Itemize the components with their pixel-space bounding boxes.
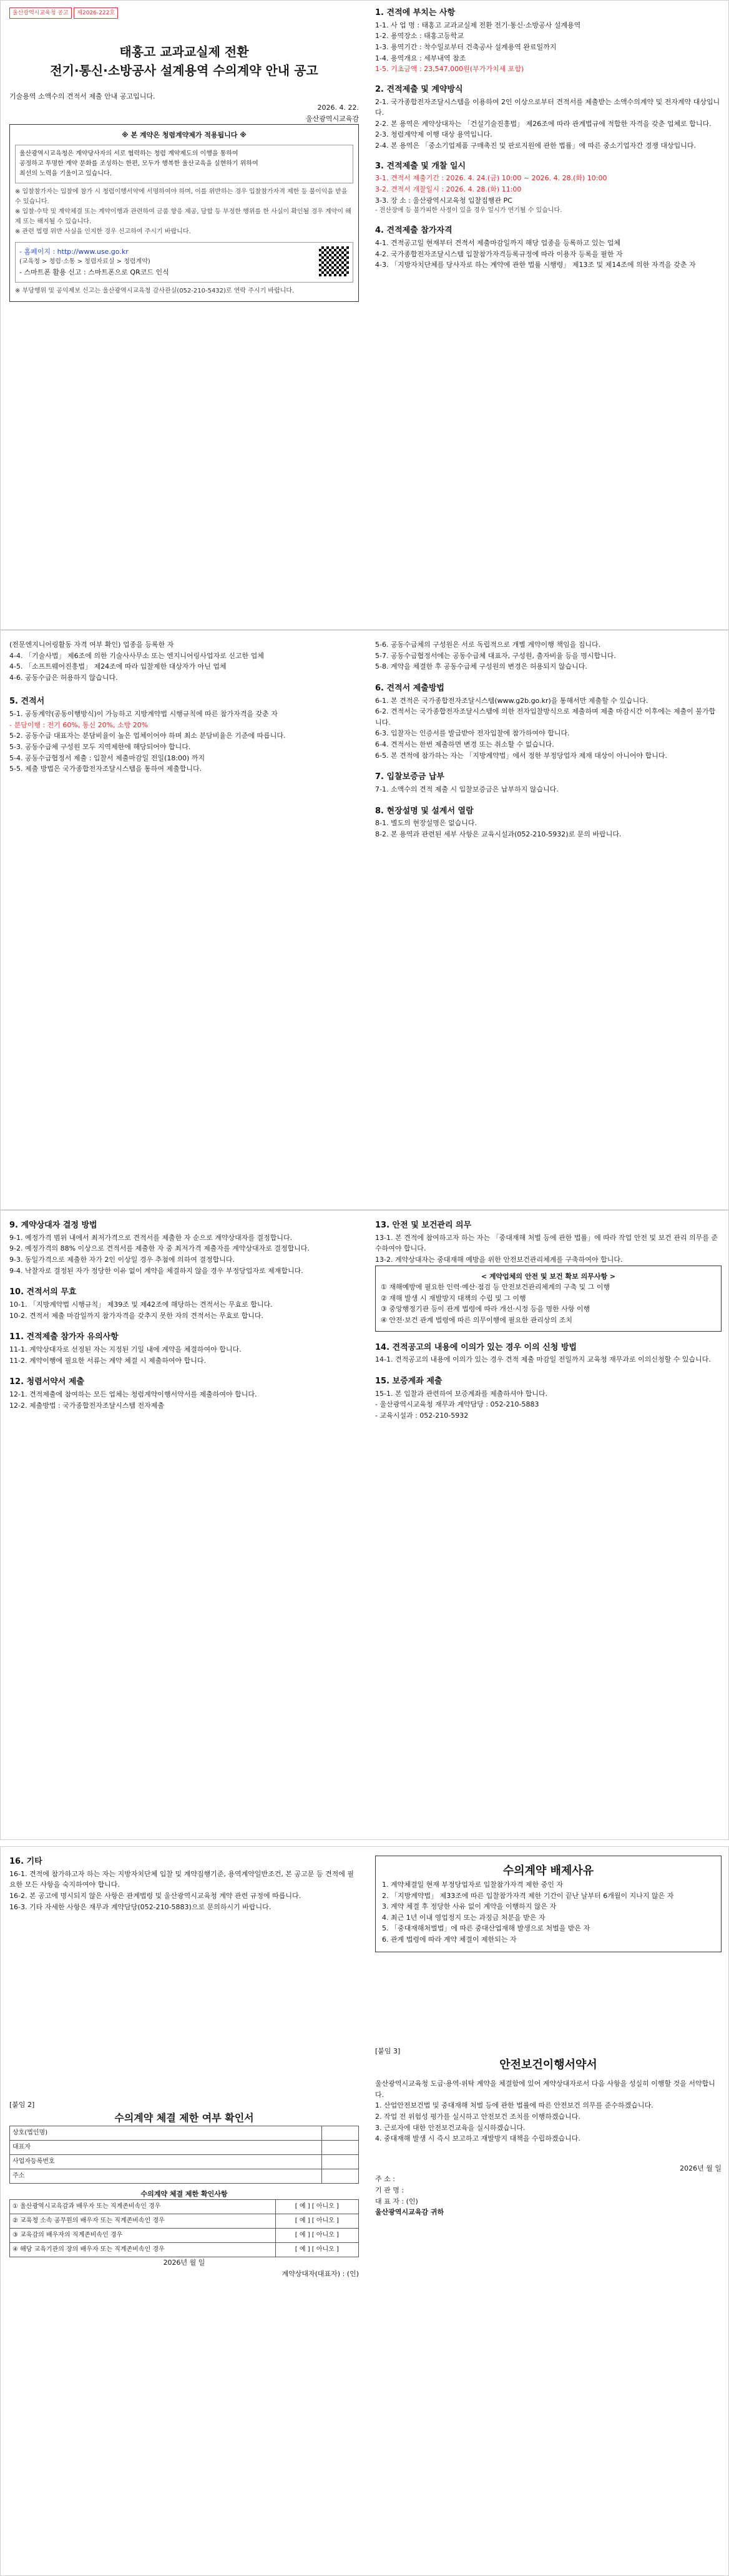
section-8-heading: 8. 현장설명 및 설계서 열람 — [375, 806, 474, 816]
form2 — [9, 2099, 359, 2279]
section-2-heading: 2. 견적제출 및 계약방식 — [375, 84, 463, 94]
section-15-item: - 울산광역시교육청 재무과 계약담당 : 052-210-5883 — [375, 1400, 539, 1409]
section-1-item: 1-5. 기초금액 : 23,547,000원(부가가치세 포함) — [375, 65, 524, 74]
form2-field-value[interactable] — [322, 2140, 359, 2154]
section-13-item: 13-1. 본 견적에 참여하고자 하는 자는 「중대재해 처벌 등에 관한 법률」에 따라 작업 안전 및 보건 관리 의무를 준수하여야 합니다. — [375, 1233, 718, 1253]
page4-left-column — [9, 1856, 359, 2280]
section-6-item: 6-1. 본 견적은 국가종합전자조달시스템(www.g2b.go.kr)을 통해서만 제출할 수 있습니다. — [375, 696, 648, 705]
section-1-item: 1-2. 용역장소 : 태홍고등학교 — [375, 32, 464, 41]
yes-no-checkbox[interactable]: [ 예 ] [ 아니오 ] — [275, 2214, 358, 2229]
section-15-heading: 15. 보증계좌 제출 — [375, 1376, 443, 1386]
form3-date: 2026년 월 일 — [680, 2164, 722, 2172]
exemption-item: 6. 관계 법령에 따라 계약 체결이 제한되는 자 — [382, 1935, 517, 1944]
section-6-item: 6-5. 본 견적에 참가하는 자는 「지방계약법」에서 정한 부정당업자 제재 대상이 아니어야 합니다. — [375, 751, 667, 760]
section-7-item: 7-1. 소액수의 견적 제출 시 입찰보증금은 납부하지 않습니다. — [375, 785, 559, 793]
section-5-item: 5-4. 공동수급협정서 제출 : 입찰서 제출마감일 전일(18:00) 까지 — [9, 753, 205, 762]
homepage-path: (교육청 > 청렴·소통 > 청렴자료실 > 청렴계약) — [19, 258, 150, 266]
section-10-heading: 10. 견적서의 무효 — [9, 1287, 77, 1297]
section-14-heading: 14. 견적공고의 내용에 이의가 있는 경우 이의 신청 방법 — [375, 1342, 577, 1352]
exemption-title: 수의계약 배제사유 — [502, 1864, 594, 1877]
table-row — [10, 2214, 359, 2229]
section-8-item: 8-2. 본 용역과 관련된 세부 사항은 교육시설과(052-210-5932)로 문의 바랍니다. — [375, 830, 622, 838]
exemption-item: 3. 계약 체결 후 정당한 사유 없이 계약을 이행하지 않은 자 — [382, 1902, 557, 1911]
page2-item: 4-6. 공동수급은 허용하지 않습니다. — [9, 673, 118, 682]
form2-field-label: 대표자 — [10, 2140, 322, 2154]
section-9-item: 9-2. 예정가격의 88% 이상으로 견적서를 제출한 자 중 최저가격 제출자를 계약상대자로 결정합니다. — [9, 1244, 310, 1253]
page2-item: (전문엔지니어링활동 자격 여부 확인) 업종을 등록한 자 — [9, 641, 174, 649]
form2-field-value[interactable] — [322, 2126, 359, 2140]
section-13-heading: 13. 안전 및 보건관리 의무 — [375, 1221, 472, 1230]
form2-field-value[interactable] — [322, 2169, 359, 2183]
form2-signature[interactable]: 계약상대자(대표자) : (인) — [281, 2269, 359, 2278]
check-item: ④ 해당 교육기관의 장의 배우자 또는 직계존비속인 경우 — [10, 2243, 276, 2257]
section-9-item: 9-4. 낙찰자로 결정된 자가 정당한 이유 없이 계약을 체결하지 않을 경우 부정당업자로 제재합니다. — [9, 1266, 303, 1275]
section-16-item: 16-2. 본 공고에 명시되지 않은 사항은 관계법령 및 울산광역시교육청 계약 관련 규정에 따릅니다. — [9, 1891, 301, 1900]
form2-title: 수의계약 체결 제한 여부 확인서 — [114, 2111, 254, 2124]
integrity-box-lines — [15, 145, 353, 183]
page2-right-item: 5-8. 계약을 체결한 후 공동수급체 구성원의 변경은 허용되지 않습니다. — [375, 662, 587, 671]
section-1-item: 1-4. 용역개요 : 세부내역 참조 — [375, 54, 466, 62]
page-4 — [0, 1846, 729, 2576]
section-16-item: 16-3. 기타 자세한 사항은 재무과 계약담당(052-210-5883)으로 문의하시기 바랍니다. — [9, 1902, 272, 1911]
form2-field-label: 사업자등록번호 — [10, 2154, 322, 2169]
form3-item: 울산광역시교육청 도급·용역·위탁 계약을 체결함에 있어 계약상대자로서 다음 사항을 성실히 이행할 것을 서약합니다. — [375, 2080, 715, 2099]
form3-item: 3. 근로자에 대한 안전보건교육을 실시하겠습니다. — [375, 2123, 526, 2132]
section-3-item: - 전산장애 등 불가피한 사정이 있을 경우 일시가 연기될 수 있습니다. — [375, 207, 562, 215]
exemption-item: 1. 계약체결일 현재 부정당업자로 입찰참가자격 제한 중인 자 — [382, 1881, 563, 1889]
page2-item: 4-5. 「소프트웨어진흥법」 제24조에 따라 입찰제한 대상자가 아닌 업체 — [9, 662, 227, 671]
form3-item: 4. 중대재해 발생 시 즉시 보고하고 재발방지 대책을 수립하겠습니다. — [375, 2134, 580, 2143]
section-5-item: 5-1. 공동계약(공동이행방식)이 가능하고 지방계약법 시행규칙에 따른 참가자격을 갖춘 자 — [9, 710, 278, 719]
section-11-heading: 11. 견적제출 참가자 유의사항 — [9, 1332, 119, 1342]
title-line-2: 전기·통신·소방공사 설계용역 수의계약 안내 공고 — [50, 63, 318, 79]
form3-address[interactable]: 주 소 : — [375, 2175, 395, 2184]
section-10-item: 10-2. 견적서 제출 마감일까지 참가자격을 갖추지 못한 자의 견적서는 무효로 합니다. — [9, 1311, 263, 1320]
integrity-box-title: ※ 본 계약은 청렴계약제가 적용됩니다 ※ — [122, 131, 247, 140]
page2-left-column — [9, 639, 359, 775]
safety-item: ② 재해 발생 시 재발방지 대책의 수립 및 그 이행 — [381, 1294, 526, 1302]
page-3 — [0, 1210, 729, 1840]
section-4-item: 4-1. 견적공고일 현재부터 견적서 제출마감일까지 해당 업종을 등록하고 있는 업체 — [375, 238, 620, 247]
safety-box — [375, 1266, 722, 1332]
section-9-item: 9-3. 동일가격으로 제출한 자가 2인 이상일 경우 추첨에 의하여 결정합니다. — [9, 1255, 235, 1264]
section-1-heading: 1. 견적에 부치는 사항 — [375, 8, 456, 17]
form2-info-table — [9, 2126, 359, 2184]
check-item: ① 울산광역시교육감과 배우자 또는 직계존비속인 경우 — [10, 2200, 276, 2214]
form2-field-value[interactable] — [322, 2154, 359, 2169]
page3-left-column — [9, 1219, 359, 1411]
check-item: ③ 교육감의 배우자의 직계존비속인 경우 — [10, 2229, 276, 2243]
section-4-item: 4-2. 국가종합전자조달시스템 입찰참가자격등록규정에 따라 이용자 등록을 필한 자 — [375, 249, 623, 258]
table-row — [10, 2229, 359, 2243]
section-8-item: 8-1. 별도의 현장설명은 없습니다. — [375, 819, 477, 828]
section-15-item: 15-1. 본 입찰과 관련하여 보증계좌를 제출하셔야 합니다. — [375, 1389, 548, 1398]
integrity-box — [9, 124, 359, 302]
section-4-item: 4-3. 「지방자치단체를 당사자로 하는 계약에 관한 법률 시행령」 제13조 및 제14조에 의한 자격을 갖춘 자 — [375, 261, 696, 269]
smartphone-report: - 스마트폰 활용 신고 : 스마트폰으로 QR코드 인식 — [19, 268, 169, 277]
integrity-line: 울산광역시교육청은 계약당사자의 서로 협력하는 청렴 계약제도의 이행을 통하여 — [19, 150, 238, 157]
section-2-item: 2-2. 본 용역은 계약상대자는 「건설기술진흥법」 제26조에 따라 관계법규에 적합한 자격을 갖춘 업체로 합니다. — [375, 119, 712, 128]
section-4-heading: 4. 견적제출 참가자격 — [375, 226, 453, 236]
section-12-item: 12-2. 제출방법 : 국가종합전자조달시스템 전자제출 — [9, 1401, 165, 1410]
form3-recipient: 울산광역시교육감 귀하 — [375, 2208, 444, 2217]
form2-date: 2026년 월 일 — [163, 2259, 205, 2267]
yes-no-checkbox[interactable]: [ 예 ] [ 아니오 ] — [275, 2229, 358, 2243]
form2-field-label: 주소 — [10, 2169, 322, 2183]
section-5-item: 5-5. 제출 방법은 국가종합전자조달시스템을 통하여 제출합니다. — [9, 765, 202, 773]
section-7-heading: 7. 입찰보증금 납부 — [375, 772, 444, 782]
yes-no-checkbox[interactable]: [ 예 ] [ 아니오 ] — [275, 2200, 358, 2214]
integrity-line: 최선의 노력을 기울이고 있습니다. — [19, 170, 112, 177]
section-3-item: 3-1. 견적서 제출기간 : 2026. 4. 24.(금) 10:00 ~ 2026. 4. 28.(화) 10:00 — [375, 174, 607, 183]
exemption-item: 4. 최근 1년 이내 영업정지 또는 과징금 처분을 받은 자 — [382, 1913, 546, 1922]
section-5-item: 5-3. 공동수급체 구성원 모두 지역제한에 해당되어야 합니다. — [9, 742, 191, 751]
section-6-item: 6-3. 입찰자는 인증서를 발급받아 전자입찰에 참가하여야 합니다. — [375, 729, 570, 738]
footer-note: ※ 부당행위 및 공익제보 신고는 울산광역시교육청 감사관실(052-210-5432)로 연락 주시기 바랍니다. — [15, 287, 295, 294]
check-item: ② 교육청 소속 공무원의 배우자 또는 직계존비속인 경우 — [10, 2214, 276, 2229]
section-2-item: 2-1. 국가종합전자조달시스템을 이용하여 2인 이상으로부터 견적서를 제출받는 소액수의계약 및 전자계약 대상입니다. — [375, 97, 720, 117]
notice-date: 2026. 4. 22. — [317, 103, 359, 112]
exemption-item: 5. 「중대재해처벌법」에 따른 중대산업재해 발생으로 처벌을 받은 자 — [382, 1924, 590, 1933]
table-row — [10, 2154, 359, 2169]
yes-no-checkbox[interactable]: [ 예 ] [ 아니오 ] — [275, 2243, 358, 2257]
notice-number: 제2026-222호 — [74, 7, 118, 19]
form3-label: [붙임 3] — [375, 2046, 401, 2055]
table-row — [10, 2169, 359, 2183]
section-2-item: 2-4. 본 용역은 「중소기업제품 구매촉진 및 판로지원에 관한 법률」에 따른 중소기업자간 경쟁 대상입니다. — [375, 141, 696, 150]
page2-right-item: 5-6. 공동수급체의 구성원은 서로 독립적으로 개별 계약이행 책임을 집니다. — [375, 641, 601, 649]
page2-right-column — [375, 639, 722, 840]
section-11-item: 11-2. 계약이행에 필요한 서류는 계약 체결 시 제출하여야 합니다. — [9, 1356, 206, 1365]
title-line-1: 태홍고 교과교실제 전환 — [119, 44, 249, 60]
section-12-heading: 12. 청렴서약서 제출 — [9, 1377, 84, 1387]
section-3-item: 3-2. 견적서 개찰일시 : 2026. 4. 28.(화) 11:00 — [375, 185, 522, 193]
section-6-item: 6-2. 견적서는 국가종합전자조달시스템에 의한 전자입찰방식으로 제출하며 제출 마감시간 이후에는 제출이 불가합니다. — [375, 707, 716, 727]
intro-text: 기술용역 소액수의 견적서 제출 안내 공고입니다. — [9, 92, 155, 101]
page1-left-column — [9, 7, 359, 302]
integrity-notice: ※ 입찰·수탁 및 계약체결 또는 계약이행과 관련하여 금품 향응 제공, 담합 등 부정한 행위를 한 사실이 확인될 경우 계약이 해제 또는 해지될 수 있습니다. — [15, 208, 351, 225]
safety-box-title: < 계약업체의 안전 및 보건 확보 의무사항 > — [481, 1272, 616, 1281]
section-5-item: - 분담이행 : 전기 60%, 통신 20%, 소방 20% — [9, 720, 149, 729]
table-row — [10, 2140, 359, 2154]
section-3-item: 3-3. 장 소 : 울산광역시교육청 입찰집행관 PC — [375, 196, 512, 205]
section-10-item: 10-1. 「지방계약법 시행규칙」 제39조 및 제42조에 해당하는 견적서는 무효로 합니다. — [9, 1300, 273, 1309]
section-12-item: 12-1. 견적제출에 참여하는 모든 업체는 청렴계약이행서약서를 제출하여야 합니다. — [9, 1390, 257, 1398]
section-11-item: 11-1. 계약상대자로 선정된 자는 지정된 기일 내에 계약을 체결하여야 합니다. — [9, 1345, 242, 1353]
form2-field-label: 상호(법인명) — [10, 2126, 322, 2140]
integrity-notice: ※ 관련 법령 위반 사실을 인지한 경우 신고하여 주시기 바랍니다. — [15, 228, 191, 235]
form3-item: 2. 작업 전 위험성 평가를 실시하고 안전보건 조치를 이행하겠습니다. — [375, 2112, 580, 2121]
notice-issuer: 울산광역시교육감 — [305, 114, 359, 123]
homepage-link[interactable]: - 홈페이지 : http://www.use.go.kr — [19, 247, 129, 256]
section-9-item: 9-1. 예정가격 범위 내에서 최저가격으로 견적서를 제출한 자 순으로 계약상대자를 결정합니다. — [9, 1233, 293, 1242]
page1-right-column — [375, 7, 722, 271]
safety-item: ③ 중앙행정기관 등이 관계 법령에 따라 개선·시정 등을 명한 사항 이행 — [381, 1305, 590, 1314]
exemption-item: 2. 「지방계약법」 제33조에 따른 입찰참가자격 제한 기간이 끝난 날부터 6개월이 지나지 않은 자 — [382, 1891, 674, 1900]
form2-check-title: 수의계약 체결 제한 확인사항 — [140, 2189, 228, 2198]
section-14-item: 14-1. 견적공고의 내용에 이의가 있는 경우 견적 제출 마감일 전일까지 교육청 재무과로 이의신청할 수 있습니다. — [375, 1355, 711, 1364]
section-13-item: 13-2. 계약상대자는 중대재해 예방을 위한 안전보건관리체계를 구축하여야 합니다. — [375, 1255, 623, 1264]
safety-item: ④ 안전·보건 관계 법령에 따른 의무이행에 필요한 관리상의 조치 — [381, 1315, 572, 1324]
exemption-box — [375, 1856, 722, 1952]
section-6-item: 6-4. 견적서는 한번 제출하면 변경 또는 취소할 수 없습니다. — [375, 740, 554, 748]
page-2 — [0, 630, 729, 1210]
integrity-line: 공정하고 투명한 계약 문화를 조성하는 한편, 모두가 행복한 울산교육을 실현하기 위하여 — [19, 160, 258, 167]
page-1 — [0, 0, 729, 630]
table-row — [10, 2200, 359, 2214]
section-3-heading: 3. 견적제출 및 개찰 일시 — [375, 161, 466, 171]
table-row — [10, 2243, 359, 2257]
page3-right-column — [375, 1219, 722, 1421]
notice-tag: 울산광역시교육청 공고 — [9, 7, 72, 19]
form3-company[interactable]: 기 관 명 : — [375, 2186, 404, 2194]
form2-check-table — [9, 2199, 359, 2257]
page2-right-item: 5-7. 공동수급협정서에는 공동수급체 대표자, 구성원, 출자비율 등을 명시합니다. — [375, 651, 616, 660]
qr-code-icon[interactable] — [319, 246, 349, 276]
section-9-heading: 9. 계약상대자 결정 방법 — [9, 1221, 97, 1230]
section-16-item: 16-1. 견적에 참가하고자 하는 자는 지방자치단체 입찰 및 계약집행기준, 용역계약일반조건, 본 공고문 등 견적에 필요한 모든 사항을 숙지하여야 합니다. — [9, 1869, 354, 1889]
form2-label: [붙임 2] — [9, 2101, 35, 2109]
section-5-heading: 5. 견적서 — [9, 697, 45, 707]
section-1-item: 1-3. 용역기간 : 착수일로부터 건축공사 설계용역 완료일까지 — [375, 42, 557, 51]
report-channel-box — [15, 242, 353, 283]
form3-title: 안전보건이행서약서 — [499, 2058, 597, 2072]
section-2-item: 2-3. 청렴계약제 이행 대상 용역입니다. — [375, 130, 492, 139]
integrity-notices — [15, 187, 353, 237]
page4-right-column — [375, 1856, 722, 2218]
section-6-heading: 6. 견적서 제출방법 — [375, 683, 444, 693]
section-16-heading: 16. 기타 — [9, 1857, 42, 1866]
form3-ceo[interactable]: 대 표 자 : (인) — [375, 2197, 418, 2206]
section-1-item: 1-1. 사 업 명 : 태홍고 교과교실제 전환 전기·통신·소방공사 설계용역 — [375, 21, 581, 29]
page2-item: 4-4. 「기술사법」 제6조에 의한 기술사사무소 또는 엔지니어링사업자로 신고한 업체 — [9, 651, 264, 660]
form3 — [375, 2046, 722, 2218]
integrity-notice: ※ 입찰참가자는 입찰에 참가 시 청렴이행서약에 서명하여야 하며, 이를 위반하는 경우 입찰참가자격 제한 등 불이익을 받을 수 있습니다. — [15, 188, 348, 205]
form3-item: 1. 산업안전보건법 및 중대재해 처벌 등에 관한 법률에 따른 안전보건 의무를 준수하겠습니다. — [375, 2101, 653, 2110]
section-5-item: 5-2. 공동수급 대표자는 분담비율이 높은 업체이어야 하며 최소 분담비율은 기준에 따릅니다. — [9, 732, 286, 740]
safety-item: ① 재해예방에 필요한 인력·예산·점검 등 안전보건관리체계의 구축 및 그 이행 — [381, 1283, 610, 1292]
table-row — [10, 2126, 359, 2140]
section-15-item: - 교육시설과 : 052-210-5932 — [375, 1411, 469, 1420]
